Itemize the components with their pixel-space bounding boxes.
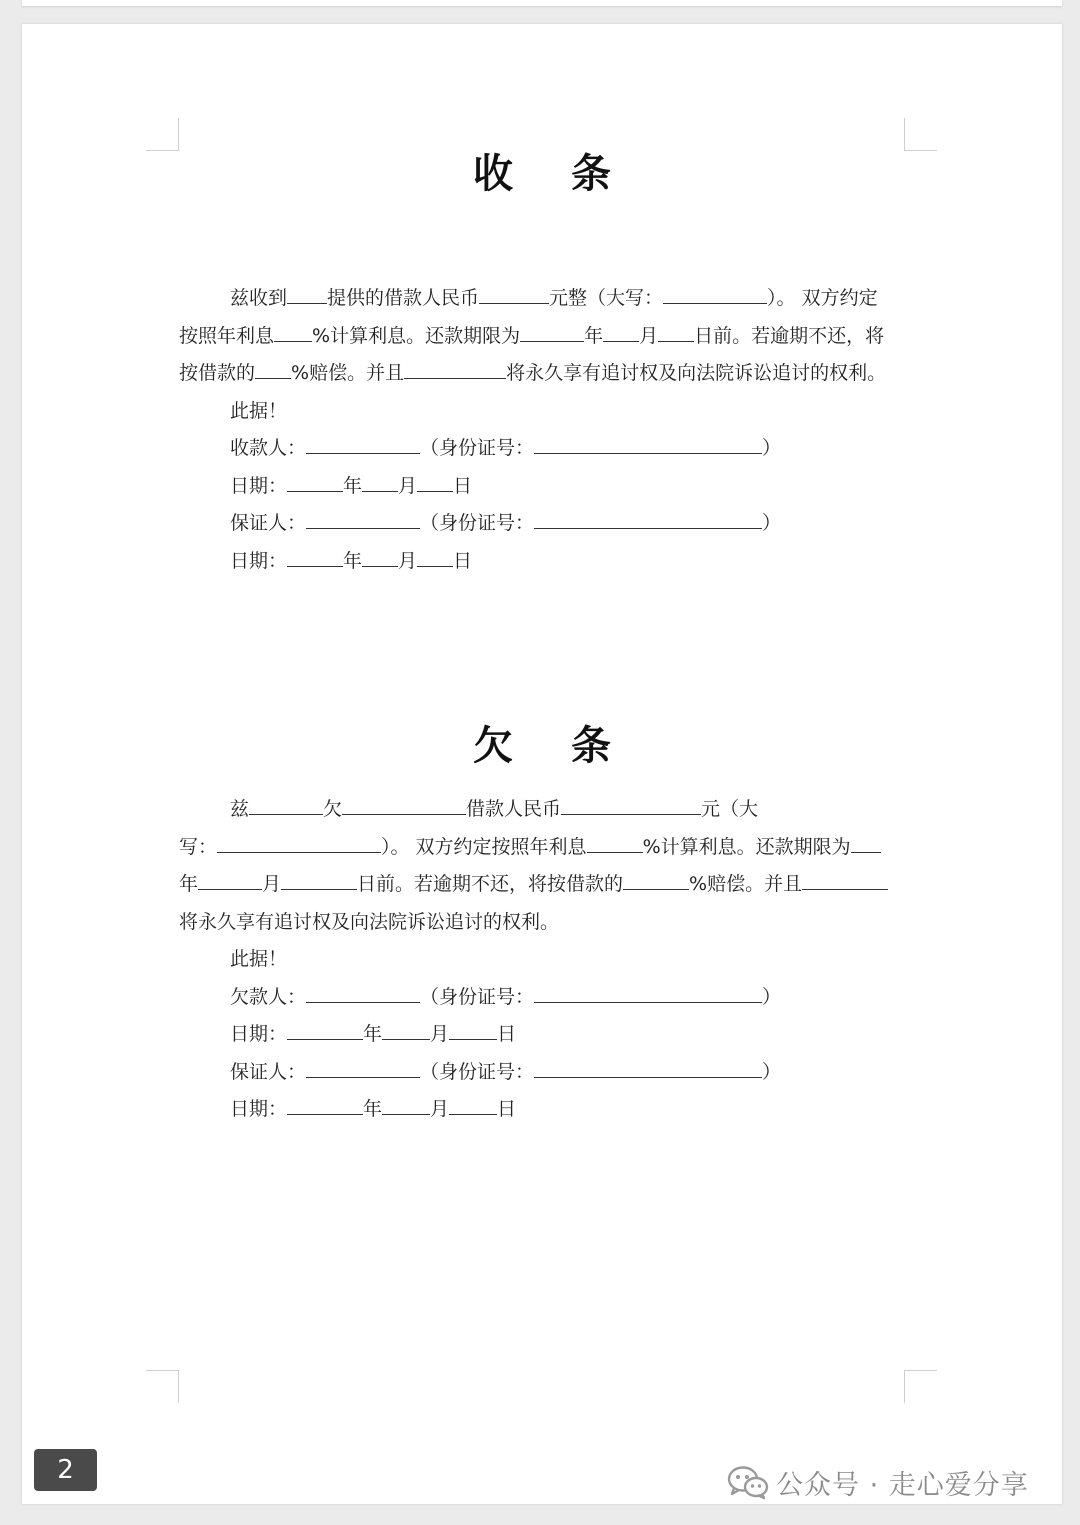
crop-mark-bottom-right: [904, 1370, 937, 1403]
crop-mark-top-left: [146, 118, 179, 151]
iou-guarantor-line: 保证人： （身份证号： ）: [230, 1061, 782, 1083]
receipt-paragraph-line-2: 按照年利息 %计算利息。还款期限为 年 月 日前。若逾期不还，将: [179, 325, 885, 347]
receipt-title: 收 条: [473, 151, 633, 197]
iou-paragraph-line-4: 将永久享有追讨权及向法院诉讼追讨的权利。: [179, 911, 560, 933]
iou-debtor-line: 欠款人： （身份证号： ）: [230, 986, 782, 1008]
crop-mark-top-right: [904, 118, 937, 151]
receipt-guarantor-date: 日期： 年 月 日: [230, 550, 473, 572]
iou-debtor-date: 日期： 年 月 日: [230, 1023, 517, 1045]
receipt-guarantor-line: 保证人： （身份证号： ）: [230, 512, 782, 534]
iou-paragraph-line-1: 兹 欠 借款人民币 元（大: [230, 798, 759, 820]
document-page: [22, 24, 1062, 1504]
crop-mark-bottom-left: [146, 1370, 179, 1403]
iou-evidence: 此据！: [230, 948, 288, 970]
receipt-evidence: 此据！: [230, 400, 288, 422]
previous-page-edge: [22, 0, 1062, 6]
page-number-badge: 2: [34, 1449, 97, 1491]
receipt-paragraph-line-1: 兹收到 提供的借款人民币 元整（大写： ）。 双方约定: [230, 287, 878, 309]
iou-guarantor-date: 日期： 年 月 日: [230, 1098, 517, 1120]
receipt-paragraph-line-3: 按借款的 %赔偿。并且 将永久享有追讨权及向法院诉讼追讨的权利。: [179, 362, 887, 384]
receipt-payee-line: 收款人： （身份证号： ）: [230, 437, 782, 459]
watermark: [726, 1462, 1029, 1502]
iou-paragraph-line-3: 年 月 日前。若逾期不还，将按借款的 %赔偿。并且: [179, 871, 888, 897]
wechat-icon: [726, 1464, 770, 1500]
iou-title: 欠 条: [473, 723, 633, 769]
watermark-text: 公众号 · 走心爱分享: [776, 1469, 1029, 1501]
iou-paragraph-line-2: 写： ）。 双方约定按照年利息 %计算利息。还款期限为: [179, 834, 881, 860]
receipt-payee-date: 日期： 年 月 日: [230, 475, 473, 497]
